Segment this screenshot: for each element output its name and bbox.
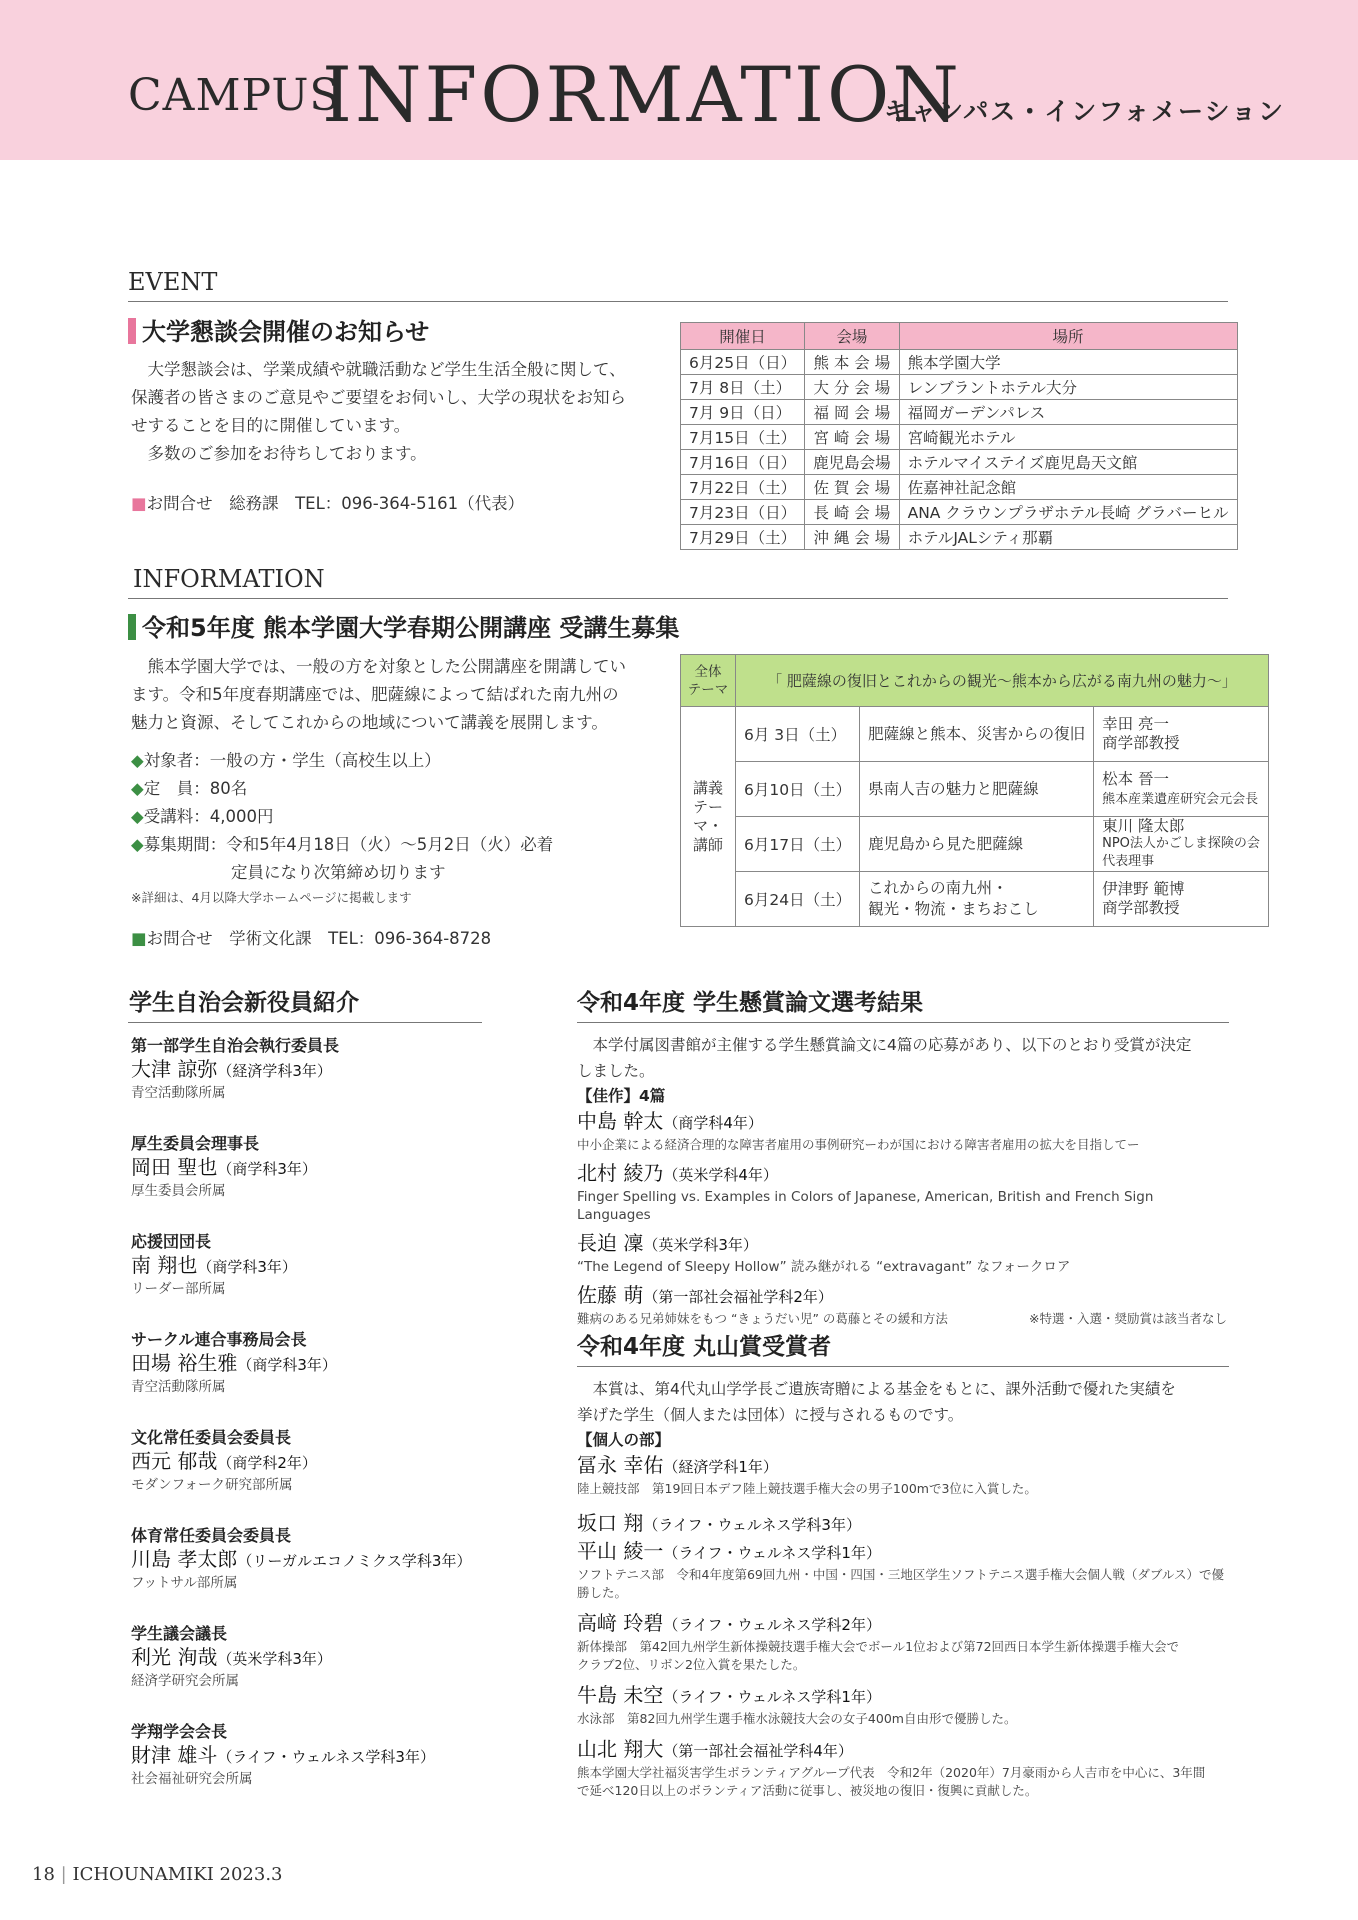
table-cell (1094, 817, 1269, 872)
officer-entry (131, 1330, 481, 1396)
lecturer-name: 幸田 亮一 (1102, 715, 1170, 733)
officer-role: 学生議会議長 (131, 1624, 228, 1643)
diamond-bullet-icon: ◆ (131, 779, 144, 798)
maruyama-category: 【個人の部】 (577, 1431, 671, 1449)
info-contact (131, 925, 676, 953)
awardee-entry (577, 1452, 1227, 1498)
lecturer-title: NPO法人かごしま探険の会 (1102, 836, 1260, 851)
table-row (681, 707, 1269, 762)
officer-dept: （ライフ・ウェルネス学科3年） (217, 1748, 435, 1766)
table-cell: 7月16日（日） (681, 450, 805, 475)
event-line: せすることを目的に開催しています。 (131, 416, 411, 435)
officer-role: 文化常任委員会委員長 (131, 1428, 292, 1447)
awardee-dept: （第一部社会福祉学科4年） (663, 1742, 853, 1760)
side-label-text: 講義テーマ・講師 (693, 778, 724, 854)
table-row (681, 425, 1238, 450)
officer-name (131, 1252, 481, 1280)
info-line: 魅力と資源、そしてこれからの地域について講義を展開します。 (131, 713, 608, 732)
officer-role: 第一部学生自治会執行委員長 (131, 1036, 340, 1055)
event-title (128, 312, 429, 347)
winner-name-text: 佐藤 萌 (577, 1283, 644, 1307)
officer-dept: （商学科3年） (237, 1356, 337, 1374)
table-cell: 6月24日（土） (736, 872, 860, 927)
winner-dept: （英米学科4年） (663, 1166, 778, 1184)
officer-name (131, 1056, 481, 1084)
event-description (131, 356, 671, 518)
winner-desc: 中小企業による経済合理的な障害者雇用の事例研究ーわが国における障害者雇用の拡大を目指してー (577, 1137, 1140, 1152)
lecture-topic: 観光・物流・まちおこし (868, 900, 1039, 918)
awardee-name (577, 1736, 1227, 1764)
theme-cell: 「 肥薩線の復旧とこれからの観光～熊本から広がる南九州の魅力～」 (736, 655, 1269, 707)
officer-role: 応援団団長 (131, 1232, 212, 1251)
event-line: 大学懇談会は、学業成績や就職活動など学生生活全般に関して、 (147, 360, 626, 379)
table-row (681, 525, 1238, 550)
table-cell: 鹿児島会場 (805, 450, 900, 475)
officer-entry (131, 1722, 481, 1788)
lecture-topic: これからの南九州・ (868, 879, 1008, 897)
table-row (681, 475, 1238, 500)
table-row (681, 400, 1238, 425)
maruyama-title: 令和4年度 丸山賞受賞者 (577, 1334, 832, 1360)
essay-line: しました。 (577, 1062, 655, 1080)
awardee-entry (577, 1682, 1227, 1728)
square-bullet-icon: ■ (131, 929, 147, 948)
theme-label: 全体 (694, 663, 722, 680)
essay-category: 【佳作】4篇 (577, 1087, 666, 1105)
table-row (681, 817, 1269, 872)
event-line: 多数のご参加をお待ちしております。 (147, 444, 427, 463)
table-row (681, 450, 1238, 475)
awardee-name (577, 1510, 1227, 1538)
officer-dept: （英米学科3年） (217, 1650, 332, 1668)
header-information: INFORMATION (322, 50, 962, 139)
officer-role: 学翔学会会長 (131, 1722, 228, 1741)
officer-name (131, 1448, 481, 1476)
maruyama-section (577, 1376, 1227, 1800)
table-cell: ホテルJALシティ那覇 (899, 525, 1237, 550)
maruyama-line: 本賞は、第4代丸山学学長ご遺族寄贈による基金をもとに、課外活動で優れた実績を (592, 1380, 1176, 1398)
winner-name (577, 1230, 1227, 1258)
awardee-desc: ソフトテニス部 令和4年度第69回九州・中国・四国・三地区学生ソフトテニス選手権大会個人戦（ダブルス）で優勝した。 (577, 1567, 1224, 1600)
table-cell (860, 762, 1094, 817)
officer-name-text: 田場 裕生雅 (131, 1351, 238, 1375)
awardee-name-text: 平山 綾一 (577, 1539, 664, 1563)
table-cell: 大 分 会 場 (805, 375, 900, 400)
awardee-name-text: 冨永 幸佑 (577, 1453, 664, 1477)
table-cell: 6月10日（土） (736, 762, 860, 817)
essay-line: 本学付属図書館が主催する学生懸賞論文に4篇の応募があり、以下のとおり受賞が決定 (592, 1036, 1192, 1054)
table-row (681, 375, 1238, 400)
event-schedule-table (680, 322, 1238, 550)
officer-club: 青空活動隊所属 (131, 1379, 226, 1395)
awardee-entry (577, 1510, 1227, 1602)
officer-entry (131, 1624, 481, 1690)
lecture-theme-row (681, 655, 1269, 707)
info-label: INFORMATION (133, 565, 325, 593)
officer-club: 社会福祉研究会所属 (131, 1771, 253, 1787)
officer-name (131, 1546, 481, 1574)
square-bullet-icon: ■ (131, 494, 147, 513)
lecturer-title: 商学部教授 (1102, 734, 1180, 752)
officer-club: 厚生委員会所属 (131, 1183, 226, 1199)
table-cell: 熊本学園大学 (899, 350, 1237, 375)
table-cell: 7月 9日（日） (681, 400, 805, 425)
info-description (131, 653, 676, 953)
issue-label: ICHOUNAMIKI 2023.3 (72, 1864, 283, 1885)
maruyama-description (577, 1376, 1227, 1428)
page-footer (32, 1864, 283, 1885)
maruyama-line: 挙げた学生（個人または団体）に授与されるものです。 (577, 1406, 964, 1424)
awardee-name (577, 1610, 1227, 1638)
event-rule (128, 301, 1228, 302)
officer-role: 体育常任委員会委員長 (131, 1526, 292, 1545)
awardee-dept: （ライフ・ウェルネス学科2年） (663, 1616, 881, 1634)
winner-dept: （英米学科3年） (643, 1236, 758, 1254)
info-contact-text: お問合せ 学術文化課 TEL：096-364-8728 (146, 929, 492, 948)
event-title-text: 大学懇談会開催のお知らせ (142, 318, 430, 346)
table-cell: 福 岡 会 場 (805, 400, 900, 425)
table-row (681, 350, 1238, 375)
winner-name-text: 長迫 凜 (577, 1231, 644, 1255)
essay-winner (577, 1108, 1227, 1154)
info-item (131, 803, 676, 831)
info-item-note: 定員になり次第締め切ります (231, 863, 446, 882)
winner-dept: （商学科4年） (663, 1114, 763, 1132)
awardee-desc: クラブ2位、リボン2位入賞を果たした。 (577, 1657, 806, 1672)
awardee-desc: 水泳部 第82回九州学生選手権水泳競技大会の女子400m自由形で優勝した。 (577, 1711, 1017, 1726)
essay-title: 令和4年度 学生懸賞論文選考結果 (577, 990, 924, 1016)
table-cell (1094, 707, 1269, 762)
awardee-name (577, 1452, 1227, 1480)
lecturer-name: 伊津野 範博 (1102, 880, 1185, 898)
table-cell: 7月15日（土） (681, 425, 805, 450)
table-header-cell: 開催日 (681, 323, 805, 350)
lecturer-name: 東川 隆太郎 (1102, 817, 1185, 835)
officer-name (131, 1644, 481, 1672)
event-label: EVENT (128, 268, 218, 296)
info-title (128, 608, 679, 643)
essay-description (577, 1032, 1227, 1084)
table-cell: 沖 縄 会 場 (805, 525, 900, 550)
winner-dept: （第一部社会福祉学科2年） (643, 1288, 833, 1306)
officer-name-text: 南 翔也 (131, 1253, 198, 1277)
table-cell (860, 817, 1094, 872)
table-cell (1094, 762, 1269, 817)
info-item-text: 対象者：一般の方・学生（高校生以上） (143, 751, 441, 770)
lecture-topic: 鹿児島から見た肥薩線 (868, 835, 1024, 853)
lecture-side-label (681, 707, 736, 927)
awardee-entry (577, 1736, 1227, 1800)
winner-name (577, 1282, 1227, 1310)
table-row (681, 872, 1269, 927)
essay-winner (577, 1160, 1227, 1224)
table-row (681, 500, 1238, 525)
lecture-topic: 県南人吉の魅力と肥薩線 (868, 780, 1039, 798)
table-cell: 宮崎観光ホテル (899, 425, 1237, 450)
officer-name (131, 1350, 481, 1378)
header-campus: CAMPUS (128, 70, 341, 121)
essay-note: ※特選・入選・奨励賞は該当者なし (1029, 1311, 1227, 1326)
table-cell: 長 崎 会 場 (805, 500, 900, 525)
awardee-name-text: 牛島 未空 (577, 1683, 664, 1707)
table-cell: 7月22日（土） (681, 475, 805, 500)
officer-name-text: 大津 諒弥 (131, 1057, 218, 1081)
table-cell (860, 707, 1094, 762)
info-line: ます。令和5年度春期講座では、肥薩線によって結ばれた南九州の (131, 685, 619, 704)
awardee-dept: （ライフ・ウェルネス学科1年） (663, 1544, 881, 1562)
winner-desc-row (577, 1310, 1227, 1328)
lecturer-title: 代表理事 (1102, 854, 1155, 869)
essay-winner (577, 1282, 1227, 1328)
officer-dept: （商学科3年） (197, 1258, 297, 1276)
officer-name-text: 財津 雄斗 (131, 1743, 218, 1767)
winner-name-text: 中島 幹太 (577, 1109, 664, 1133)
officer-name-text: 利光 洵哉 (131, 1645, 218, 1669)
officer-name (131, 1154, 481, 1182)
officer-entry (131, 1134, 481, 1200)
table-cell (1094, 872, 1269, 927)
officer-role: サークル連合事務局会長 (131, 1330, 307, 1349)
table-cell: 熊 本 会 場 (805, 350, 900, 375)
info-item-text: 受講料：4,000円 (143, 807, 274, 826)
winner-name (577, 1108, 1227, 1136)
event-contact (131, 490, 671, 518)
officer-name-text: 岡田 聖也 (131, 1155, 218, 1179)
officer-club: フットサル部所属 (131, 1575, 238, 1591)
info-item (131, 747, 676, 775)
table-header-cell: 会場 (805, 323, 900, 350)
info-note: ※詳細は、4月以降大学ホームページに掲載します (131, 890, 412, 905)
lecturer-title: 熊本産業遺産研究会元会長 (1102, 791, 1259, 807)
officers-title: 学生自治会新役員紹介 (129, 990, 359, 1016)
table-cell: 7月23日（日） (681, 500, 805, 525)
diamond-bullet-icon: ◆ (131, 807, 144, 826)
officer-club: 経済学研究会所属 (131, 1673, 239, 1689)
officer-dept: （商学科3年） (217, 1160, 317, 1178)
table-cell: 佐 賀 会 場 (805, 475, 900, 500)
officer-name-text: 西元 郁哉 (131, 1449, 218, 1473)
table-cell: レンブラントホテル大分 (899, 375, 1237, 400)
officer-dept: （経済学科3年） (217, 1062, 332, 1080)
event-line: 保護者の皆さまのご意見やご要望をお伺いし、大学の現状をお知ら (131, 388, 626, 407)
awardee-name (577, 1538, 1227, 1566)
officer-club: リーダー部所属 (131, 1281, 226, 1297)
lecturer-title: 商学部教授 (1102, 899, 1180, 917)
table-cell: ANA クラウンプラザホテル長崎 グラバーヒル (899, 500, 1237, 525)
info-rule (128, 598, 1228, 599)
awardee-desc: で延べ120日以上のボランティア活動に従事し、被災地の復旧・復興に貢献した。 (577, 1783, 1038, 1798)
table-cell (860, 872, 1094, 927)
table-header-row (681, 323, 1238, 350)
event-contact-text: お問合せ 総務課 TEL：096-364-5161（代表） (146, 494, 525, 513)
info-title-text: 令和5年度 熊本学園大学春期公開講座 受講生募集 (142, 614, 680, 642)
table-cell: 6月 3日（土） (736, 707, 860, 762)
table-cell: ホテルマイステイズ鹿児島天文館 (899, 450, 1237, 475)
winner-name (577, 1160, 1227, 1188)
table-cell: 6月17日（土） (736, 817, 860, 872)
officer-dept: （商学科2年） (217, 1454, 317, 1472)
officer-dept: （リーガルエコノミクス学科3年） (237, 1552, 472, 1570)
table-row (681, 762, 1269, 817)
officer-club: 青空活動隊所属 (131, 1085, 226, 1101)
info-item (131, 775, 676, 803)
awardee-name (577, 1682, 1227, 1710)
winner-desc: Finger Spelling vs. Examples in Colors of Japanese, American, British and French Sign Languages (577, 1189, 1154, 1223)
officer-entry (131, 1036, 481, 1102)
awardee-name-text: 山北 翔大 (577, 1737, 664, 1761)
header-jp-title: キャンパス・インフォメーション (884, 97, 1286, 126)
officer-entry (131, 1232, 481, 1298)
lecture-table (680, 654, 1269, 927)
officer-role: 厚生委員会理事長 (131, 1134, 260, 1153)
theme-label-cell (681, 655, 736, 707)
table-cell: 7月 8日（土） (681, 375, 805, 400)
awardee-name-text: 高﨑 玲碧 (577, 1611, 664, 1635)
officer-name-text: 川島 孝太郎 (131, 1547, 238, 1571)
footer-separator: | (60, 1864, 67, 1885)
officer-entry (131, 1428, 481, 1494)
table-cell: 7月29日（土） (681, 525, 805, 550)
maruyama-rule (577, 1366, 1229, 1367)
theme-label: テーマ (687, 681, 729, 698)
lecturer-name: 松本 晉一 (1102, 769, 1170, 788)
awardee-dept: （ライフ・ウェルネス学科1年） (663, 1688, 881, 1706)
awardee-dept: （ライフ・ウェルネス学科3年） (643, 1516, 861, 1534)
info-item-text: 募集期間：令和5年4月18日（火）～5月2日（火）必着 (143, 835, 554, 854)
info-title-bar (128, 614, 136, 640)
info-item (131, 831, 676, 859)
essay-rule (577, 1022, 1229, 1023)
officer-name (131, 1742, 481, 1770)
essay-winner (577, 1230, 1227, 1276)
page-number: 18 (32, 1864, 55, 1885)
awardee-desc: 熊本学園大学社福災害学生ボランティアグループ代表 令和2年（2020年）7月豪雨から人吉市を中心に、3年間 (577, 1765, 1206, 1780)
winner-desc: “The Legend of Sleepy Hollow” 読み継がれる “extravagant” なフォークロア (577, 1259, 1071, 1275)
winner-desc: 難病のある兄弟姉妹をもつ “きょうだい児” の葛藤とその緩和方法 (577, 1311, 948, 1326)
event-title-bar (128, 318, 136, 344)
diamond-bullet-icon: ◆ (131, 835, 144, 854)
diamond-bullet-icon: ◆ (131, 751, 144, 770)
officer-club: モダンフォーク研究部所属 (131, 1477, 293, 1493)
awardee-name-text: 坂口 翔 (577, 1511, 644, 1535)
awardee-entry (577, 1610, 1227, 1674)
header-banner (0, 0, 1358, 160)
officer-entry (131, 1526, 481, 1592)
table-cell: 福岡ガーデンパレス (899, 400, 1237, 425)
info-item-text: 定 員：80名 (143, 779, 248, 798)
awardee-desc: 陸上競技部 第19回日本デフ陸上競技選手権大会の男子100mで3位に入賞した。 (577, 1481, 1037, 1496)
table-cell: 宮 崎 会 場 (805, 425, 900, 450)
officers-rule (128, 1022, 482, 1023)
essay-section (577, 1032, 1227, 1328)
winner-name-text: 北村 綾乃 (577, 1161, 664, 1185)
info-line: 熊本学園大学では、一般の方を対象とした公開講座を開講してい (147, 657, 626, 676)
awardee-desc: 新体操部 第42回九州学生新体操競技選手権大会でボール1位および第72回西日本学生新体操選手権大会で (577, 1639, 1180, 1654)
lecture-topic: 肥薩線と熊本、災害からの復旧 (868, 725, 1086, 743)
table-cell: 佐嘉神社記念館 (899, 475, 1237, 500)
table-cell: 6月25日（日） (681, 350, 805, 375)
table-header-cell: 場所 (899, 323, 1237, 350)
awardee-dept: （経済学科1年） (663, 1458, 778, 1476)
